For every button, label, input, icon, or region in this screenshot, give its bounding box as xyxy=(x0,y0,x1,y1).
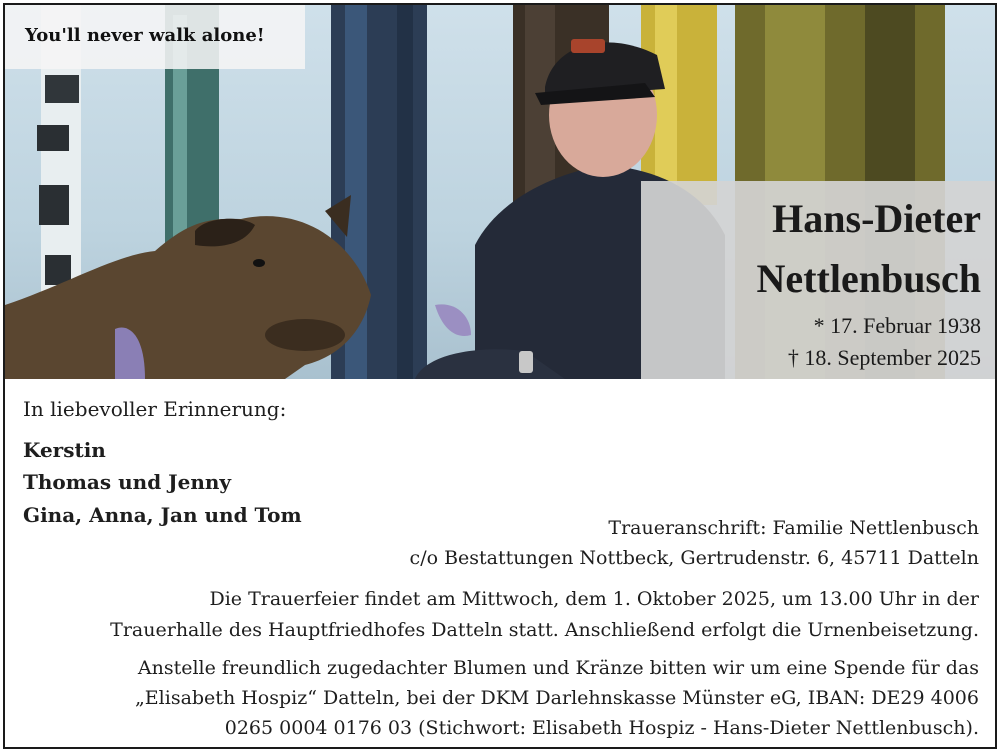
death-date: † 18. September 2025 xyxy=(787,345,981,370)
ceremony-text: Trauerhalle des Hauptfriedhofes Datteln statt. Anschließend erfolgt die Urnenbeisetzung. xyxy=(110,619,979,641)
obituary-notice xyxy=(3,3,997,749)
name-panel xyxy=(641,181,995,379)
motto-panel xyxy=(5,5,305,69)
mourning-address-title: Traueranschrift: Familie Nettlenbusch xyxy=(608,517,979,539)
birth-date: * 17. Februar 1938 xyxy=(813,313,981,338)
mourner-line: Kerstin xyxy=(23,438,106,462)
mourning-address: c/o Bestattungen Nottbeck, Gertrudenstr. 6, 45711 Datteln xyxy=(409,547,979,569)
donation-text: 0265 0004 0176 03 (Stichwort: Elisabeth Hospiz - Hans-Dieter Nettlenbusch). xyxy=(224,717,979,739)
ceremony-text: Die Trauerfeier findet am Mittwoch, dem 1. Oktober 2025, um 13.00 Uhr in der xyxy=(209,588,979,610)
donation-text: „Elisabeth Hospiz“ Datteln, bei der DKM Darlehnskasse Münster eG, IBAN: DE29 4006 xyxy=(134,687,979,709)
memory-intro: In liebevoller Erinnerung: xyxy=(23,397,287,421)
motto-text: You'll never walk alone! xyxy=(25,25,265,46)
mourner-line: Thomas und Jenny xyxy=(23,470,232,494)
last-name: Nettlenbusch xyxy=(756,256,981,301)
memorial-photo xyxy=(5,5,995,379)
donation-text: Anstelle freundlich zugedachter Blumen und Kränze bitten wir um eine Spende für das xyxy=(137,657,979,679)
mourner-line: Gina, Anna, Jan und Tom xyxy=(23,503,302,527)
first-name: Hans-Dieter xyxy=(772,196,981,241)
